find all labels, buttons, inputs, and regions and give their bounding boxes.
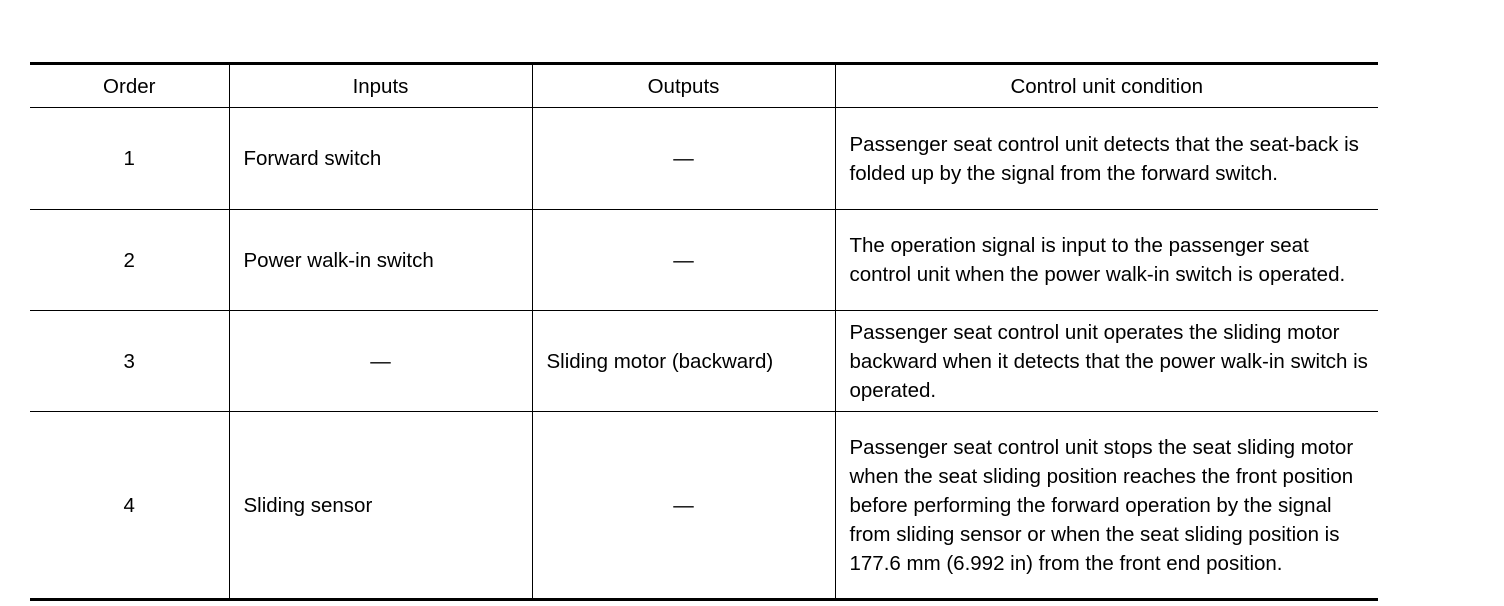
cell-order: 3 <box>30 311 229 412</box>
cell-outputs: — <box>532 412 835 600</box>
cell-inputs: — <box>229 311 532 412</box>
header-condition: Control unit condition <box>835 64 1378 108</box>
table-row <box>30 311 1378 412</box>
cell-condition: Passenger seat control unit detects that the seat-back is folded up by the signal from the forward switch. <box>835 108 1378 210</box>
cell-outputs: — <box>532 108 835 210</box>
cell-outputs: — <box>532 210 835 311</box>
header-order: Order <box>30 64 229 108</box>
table-row <box>30 412 1378 600</box>
cell-order: 1 <box>30 108 229 210</box>
cell-order: 4 <box>30 412 229 600</box>
table-row <box>30 108 1378 210</box>
table-row <box>30 210 1378 311</box>
header-outputs: Outputs <box>532 64 835 108</box>
cell-condition: The operation signal is input to the passenger seat control unit when the power walk-in switch is operated. <box>835 210 1378 311</box>
cell-inputs: Sliding sensor <box>229 412 532 600</box>
header-inputs: Inputs <box>229 64 532 108</box>
cell-condition: Passenger seat control unit operates the sliding motor backward when it detects that the power walk-in switch is operated. <box>835 311 1378 412</box>
cell-inputs: Power walk-in switch <box>229 210 532 311</box>
cell-inputs: Forward switch <box>229 108 532 210</box>
cell-condition: Passenger seat control unit stops the seat sliding motor when the seat sliding position reaches the front position before performing the forward operation by the signal from sliding sensor or when the seat sliding position is 177.6 mm (6.992 in) from the front end position. <box>835 412 1378 600</box>
cell-outputs: Sliding motor (backward) <box>532 311 835 412</box>
table-header-row <box>30 64 1378 108</box>
cell-order: 2 <box>30 210 229 311</box>
control-sequence-table <box>30 62 1378 601</box>
